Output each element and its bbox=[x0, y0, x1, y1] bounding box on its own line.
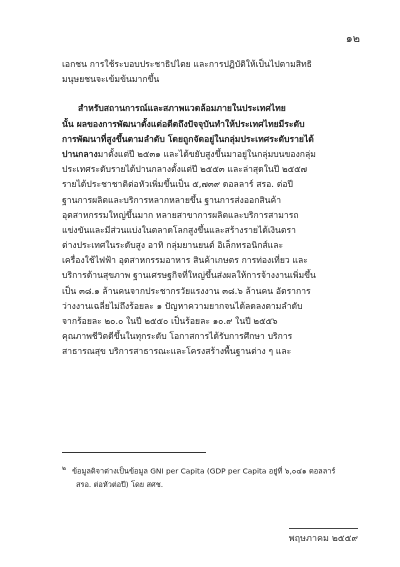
text-line: อุตสาหกรรมใหญ่ขึ้นมาก หลายสาขาการผลิตและบริการสามารถ bbox=[62, 210, 299, 221]
footnote bbox=[62, 462, 362, 492]
text-line: ว่างงานเฉลี่ยไม่ถึงร้อยละ ๑ ปัญหาความยากจนได้ลดลงตามลำดับ bbox=[62, 301, 303, 312]
page-number: ๑๒ bbox=[345, 32, 360, 45]
bold-text-line: นั้น ผลของการพัฒนาตั้งแต่อดีตถึงปัจจุบันทำให้ประเทศไทยมีระดับ bbox=[62, 119, 305, 130]
bold-phrase: ปานกลาง bbox=[62, 149, 98, 160]
mixed-text-line bbox=[62, 148, 352, 163]
footnote-line bbox=[62, 462, 362, 478]
footnote-divider bbox=[62, 452, 206, 453]
bold-text-line: การพัฒนาที่สูงขึ้นตามลำดับ โดยถูกจัดอยู่ในกลุ่มประเทศระดับรายได้ bbox=[62, 134, 314, 145]
text-line: เครื่องใช้ไฟฟ้า อุตสาหกรรมอาหาร สินค้าเกษตร การท่องเที่ยว และ bbox=[62, 256, 308, 267]
text-line: คุณภาพชีวิตดีขึ้นในทุกระดับ โอกาสการได้รับการศึกษา บริการ bbox=[62, 332, 293, 343]
paragraph-gap bbox=[62, 88, 352, 102]
text-line: ฐานการผลิตและบริการหลากหลายขึ้น ฐานการส่งออกสินค้า bbox=[62, 195, 282, 206]
text-line: ประเทศระดับรายได้ปานกลางตั้งแต่ปี ๒๕๕๓ และล่าสุดในปี ๒๕๕๗ bbox=[62, 165, 308, 176]
footnote-marker: ๒ bbox=[62, 465, 66, 472]
text-line: เอกชน การใช้ระบอบประชาธิปไตย และการปฏิบัติให้เป็นไปตามสิทธิ bbox=[62, 60, 312, 70]
text-line: บริการด้านสุขภาพ ฐานเศรษฐกิจที่ใหญ่ขึ้นส่งผลให้การจ้างงานเพิ่มขึ้น bbox=[62, 271, 316, 282]
text-line: สาธารณสุข บริการสาธารณะและโครงสร้างพื้นฐานต่าง ๆ และ bbox=[62, 347, 292, 358]
bold-text-line: สำหรับสถานการณ์และสภาพแวดล้อมภายในประเทศไทย bbox=[78, 104, 286, 115]
text-line: จากร้อยละ ๒๐.๐ ในปี ๒๕๕๐ เป็นร้อยละ ๑๐.๙ ในปี ๒๕๕๖ bbox=[62, 317, 278, 327]
text-line: มนุษยชนจะเข้มข้นมากขึ้น bbox=[62, 75, 160, 86]
footnote-text: ข้อมูลดิจาต่างเป็นข้อมูล GNI per Capita (GDP per Capita อยู่ที่ ๖,๐๔๑ ดอลลาร์ bbox=[71, 466, 336, 476]
body-text bbox=[62, 58, 352, 361]
footnote-line: สรอ. ต่อหัวต่อปี) โดย สศช. bbox=[76, 480, 164, 490]
text-line: ต่างประเทศในระดับสูง อาทิ กลุ่มยานยนต์ อิเล็กทรอนิกส์และ bbox=[62, 241, 284, 252]
text-line: รายได้ประชาชาติต่อหัวเพิ่มขึ้นเป็น ๕,๗๓๙ ดอลลาร์ สรอ. ต่อปี bbox=[62, 180, 293, 191]
text-phrase: มาตั้งแต่ปี ๒๕๓๑ และได้ขยับสูงขึ้นมาอยู่ในกลุ่มบนของกลุ่ม bbox=[97, 149, 316, 160]
text-line: เป็น ๓๘.๑ ล้านคนจากประชากรวัยแรงงาน ๓๘.๖ ล้านคน อัตราการ bbox=[62, 286, 311, 297]
footer-date: พฤษภาคม ๒๕๕๙ bbox=[289, 528, 358, 545]
text-line: แข่งขันและมีส่วนแบ่งในตลาดโลกสูงขึ้นและสร้างรายได้เงินตรา bbox=[62, 225, 296, 236]
